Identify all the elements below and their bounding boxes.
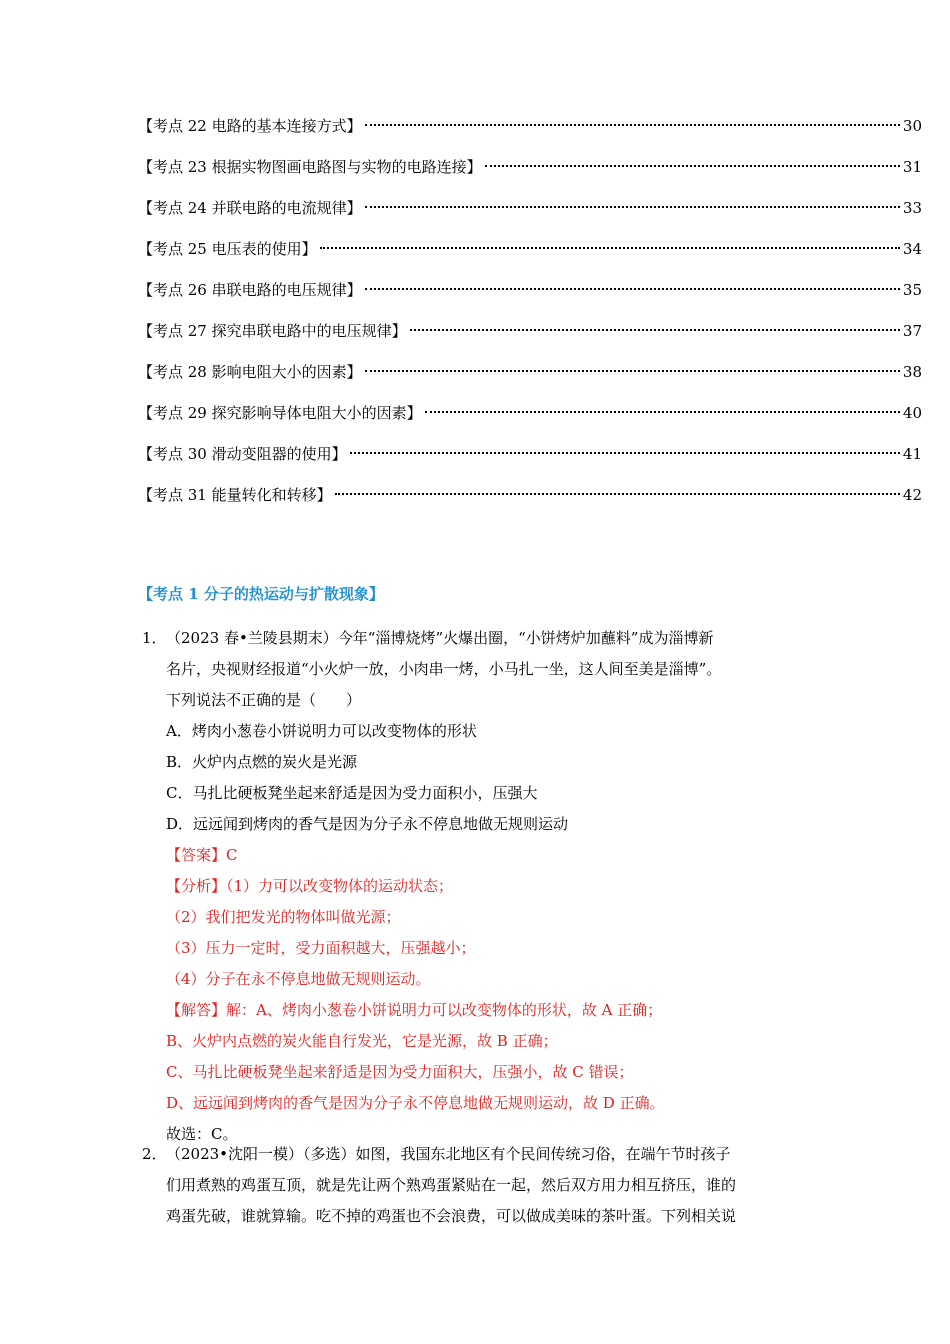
option-d: D．远远闻到烤肉的香气是因为分子永不停息地做无规则运动 (166, 815, 569, 833)
toc-entry-page: 38 (902, 363, 922, 381)
section-heading: 【考点 1 分子的热运动与扩散现象】 (138, 585, 384, 603)
toc-entry-page: 30 (902, 117, 922, 135)
question-stem-text: （2023 春•兰陵县期末）今年“淄博烧烤”火爆出圈，“小饼烤炉加蘸料”成为淄博新 (166, 629, 714, 647)
toc-entry[interactable] (138, 442, 922, 483)
question-stem-text: （2023•沈阳一模）（多选）如图，我国东北地区有个民间传统习俗，在端午节时孩子 (166, 1145, 731, 1163)
question-number: 1． (142, 629, 167, 647)
conclusion-line: 故选：C。 (166, 1125, 238, 1143)
solution-line: C、马扎比硬板凳坐起来舒适是因为受力面积大，压强小，故 C 错误； (166, 1063, 634, 1081)
option-b: B．火炉内点燃的炭火是光源 (166, 753, 358, 771)
option-a: A．烤肉小葱卷小饼说明力可以改变物体的形状 (166, 722, 477, 740)
toc-entry-title: 【考点 23 根据实物图画电路图与实物的电路连接】 (138, 158, 482, 176)
toc-entry[interactable] (138, 319, 922, 360)
toc-entry-title: 【考点 25 电压表的使用】 (138, 240, 317, 258)
question-2 (142, 1139, 810, 1232)
toc-entry-title: 【考点 31 能量转化和转移】 (138, 486, 332, 504)
toc-dot-leader (410, 329, 900, 331)
solution-line: D、远远闻到烤肉的香气是因为分子永不停息地做无规则运动，故 D 正确。 (166, 1094, 665, 1112)
answer-line: 【答案】C (166, 846, 238, 864)
analysis-line: （3）压力一定时，受力面积越大，压强越小； (166, 939, 476, 957)
toc-entry-page: 37 (902, 322, 922, 340)
toc-entry-page: 34 (902, 240, 922, 258)
toc-entry-title: 【考点 22 电路的基本连接方式】 (138, 117, 362, 135)
toc-dot-leader (365, 370, 900, 372)
toc-entry-title: 【考点 24 并联电路的电流规律】 (138, 199, 362, 217)
toc-entry-page: 31 (902, 158, 922, 176)
toc-dot-leader (320, 247, 900, 249)
toc-entry-page: 40 (902, 404, 922, 422)
toc-dot-leader (335, 493, 900, 495)
question-number: 2． (142, 1145, 167, 1163)
toc-entry[interactable] (138, 237, 922, 278)
toc-dot-leader (485, 165, 900, 167)
toc-entry[interactable] (138, 114, 922, 155)
toc-entry[interactable] (138, 401, 922, 442)
option-c: C．马扎比硬板凳坐起来舒适是因为受力面积小，压强大 (166, 784, 538, 802)
toc-entry-title: 【考点 30 滑动变阻器的使用】 (138, 445, 347, 463)
analysis-line: （2）我们把发光的物体叫做光源； (166, 908, 401, 926)
toc-dot-leader (365, 124, 900, 126)
question-stem-line: 名片，央视财经报道“小火炉一放，小肉串一烤，小马扎一坐，这人间至美是淄博”。 (166, 660, 722, 678)
table-of-contents (138, 114, 922, 524)
toc-entry[interactable] (138, 278, 922, 319)
question-stem-line: 们用煮熟的鸡蛋互顶，就是先让两个熟鸡蛋紧贴在一起，然后双方用力相互挤压，谁的 (166, 1176, 737, 1194)
toc-dot-leader (425, 411, 900, 413)
toc-entry[interactable] (138, 360, 922, 401)
question-stem-line: 下列说法不正确的是（ ） (166, 691, 362, 709)
toc-entry-title: 【考点 29 探究影响导体电阻大小的因素】 (138, 404, 422, 422)
toc-entry-page: 41 (902, 445, 922, 463)
solution-line: B、火炉内点燃的炭火能自行发光，它是光源，故 B 正确； (166, 1032, 558, 1050)
question-stem-line (142, 1139, 810, 1170)
analysis-line: （4）分子在永不停息地做无规则运动。 (166, 970, 431, 988)
toc-entry-title: 【考点 26 串联电路的电压规律】 (138, 281, 362, 299)
question-stem-line: 鸡蛋先破，谁就算输。吃不掉的鸡蛋也不会浪费，可以做成美味的茶叶蛋。下列相关说 (166, 1207, 737, 1225)
toc-dot-leader (365, 206, 900, 208)
toc-dot-leader (350, 452, 900, 454)
toc-entry[interactable] (138, 483, 922, 524)
toc-entry-page: 42 (902, 486, 922, 504)
toc-entry-title: 【考点 27 探究串联电路中的电压规律】 (138, 322, 407, 340)
toc-entry-page: 35 (902, 281, 922, 299)
analysis-line: 【分析】（1）力可以改变物体的运动状态； (166, 877, 454, 895)
toc-entry-page: 33 (902, 199, 922, 217)
toc-entry-title: 【考点 28 影响电阻大小的因素】 (138, 363, 362, 381)
question-1 (142, 623, 810, 1150)
toc-entry[interactable] (138, 196, 922, 237)
toc-entry[interactable] (138, 155, 922, 196)
solution-line: 【解答】解：A、烤肉小葱卷小饼说明力可以改变物体的形状，故 A 正确； (166, 1001, 663, 1019)
question-stem-line (142, 623, 810, 654)
toc-dot-leader (365, 288, 900, 290)
